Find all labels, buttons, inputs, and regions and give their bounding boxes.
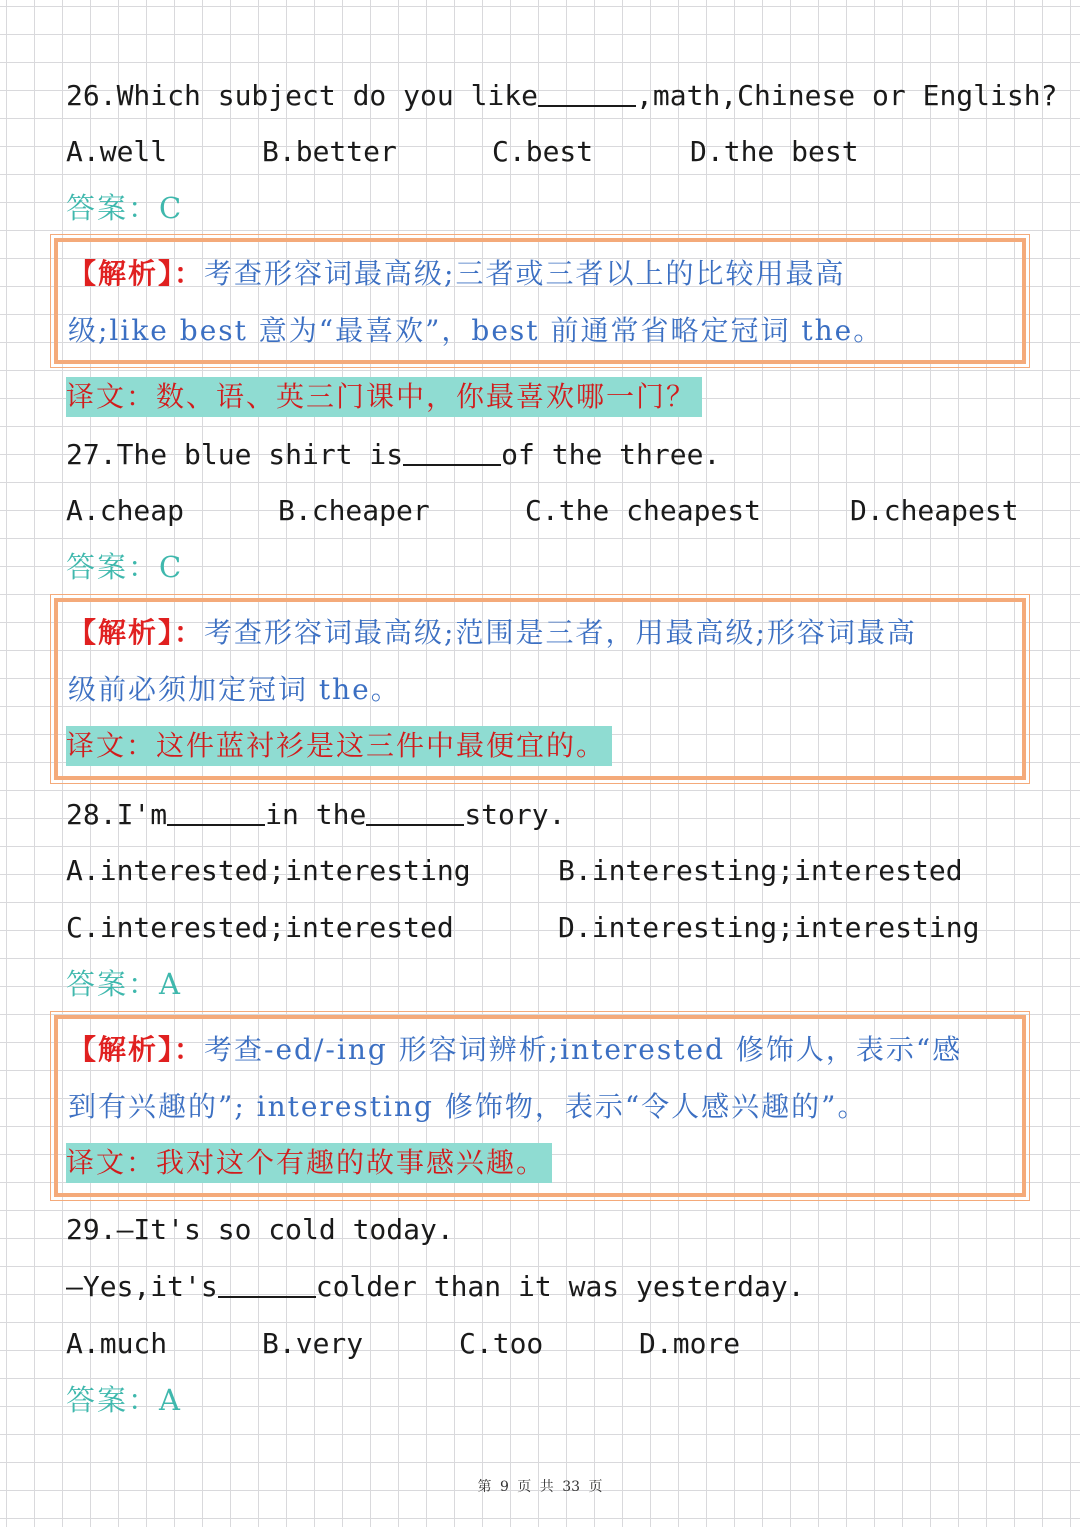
explanation-label: 【解析】：: [68, 257, 205, 290]
q27-option-c: C.the cheapest: [525, 494, 762, 527]
q27-stem-post: of the three.: [501, 438, 721, 471]
q27-option-d: D.cheapest: [850, 494, 1019, 527]
q28-option-d: D.interesting;interesting: [558, 911, 980, 944]
answer-blank: [403, 464, 501, 466]
q28-option-a: A.interested;interesting: [66, 854, 471, 887]
question-27-stem: [66, 435, 720, 475]
q29-stem-line2: [66, 1267, 805, 1307]
q29-stem-pre: —Yes,it's: [66, 1270, 218, 1303]
q28-option-c: C.interested;interested: [66, 911, 454, 944]
q27-explanation-line1: [68, 613, 917, 653]
q26-option-c: C.best: [492, 135, 594, 168]
q26-explanation-line2: 级;like best 意为“最喜欢”，best 前通常省略定冠词 the。: [68, 314, 884, 347]
page-footer: 第 9 页 共 33 页: [477, 1479, 603, 1495]
q28-answer: 答案：A: [66, 967, 182, 1001]
q28-explanation-line1: [68, 1030, 962, 1070]
q26-option-d: D.the best: [690, 135, 859, 168]
q29-option-b: B.very: [262, 1327, 364, 1360]
q27-answer: 答案：C: [66, 550, 184, 584]
q26-explanation-line1: [68, 254, 845, 294]
q29-option-d: D.more: [639, 1327, 741, 1360]
q27-option-b: B.cheaper: [278, 494, 430, 527]
q26-answer: 答案：C: [66, 191, 184, 225]
q26-stem-post: ,math,Chinese or English?: [636, 79, 1058, 112]
q26-option-a: A.well: [66, 135, 168, 168]
q26-translation: 译文：数、语、英三门课中，你最喜欢哪一门？: [66, 377, 702, 417]
q26-stem-pre: 26.Which subject do you like: [66, 79, 539, 112]
answer-blank: [218, 1296, 316, 1298]
explanation-label: 【解析】：: [68, 1033, 205, 1066]
q29-stem-post: colder than it was yesterday.: [315, 1270, 805, 1303]
q27-stem-pre: 27.The blue shirt is: [66, 438, 404, 471]
q28-stem-pre: 28.I'm: [66, 798, 168, 831]
q29-stem-line1: 29.—It's so cold today.: [66, 1213, 454, 1246]
q28-translation: 译文：我对这个有趣的故事感兴趣。: [66, 1143, 552, 1183]
question-28-stem: [66, 795, 565, 835]
q27-explanation-text1: 考查形容词最高级;范围是三者，用最高级;形容词最高: [204, 616, 917, 649]
explanation-label: 【解析】：: [68, 616, 205, 649]
q27-explanation-line2: 级前必须加定冠词 the。: [68, 673, 401, 706]
answer-blank: [366, 824, 464, 826]
q28-explanation-text1: 考查-ed/-ing 形容词辨析;interested 修饰人，表示“感: [204, 1033, 963, 1066]
q26-option-b: B.better: [262, 135, 397, 168]
q28-stem-mid: in the: [265, 798, 367, 831]
q28-explanation-line2: 到有兴趣的”; interesting 修饰物，表示“令人感兴趣的”。: [68, 1090, 868, 1123]
q29-option-a: A.much: [66, 1327, 168, 1360]
question-26-stem: [66, 76, 1057, 116]
answer-blank: [538, 105, 636, 107]
q28-stem-post: story.: [464, 798, 566, 831]
q27-translation: 译文：这件蓝衬衫是这三件中最便宜的。: [66, 726, 612, 766]
q26-explanation-text1: 考查形容词最高级;三者或三者以上的比较用最高: [204, 257, 846, 290]
q29-option-c: C.too: [459, 1327, 544, 1360]
q27-option-a: A.cheap: [66, 494, 185, 527]
q28-option-b: B.interesting;interested: [558, 854, 963, 887]
q29-answer: 答案：A: [66, 1383, 182, 1417]
answer-blank: [167, 824, 265, 826]
